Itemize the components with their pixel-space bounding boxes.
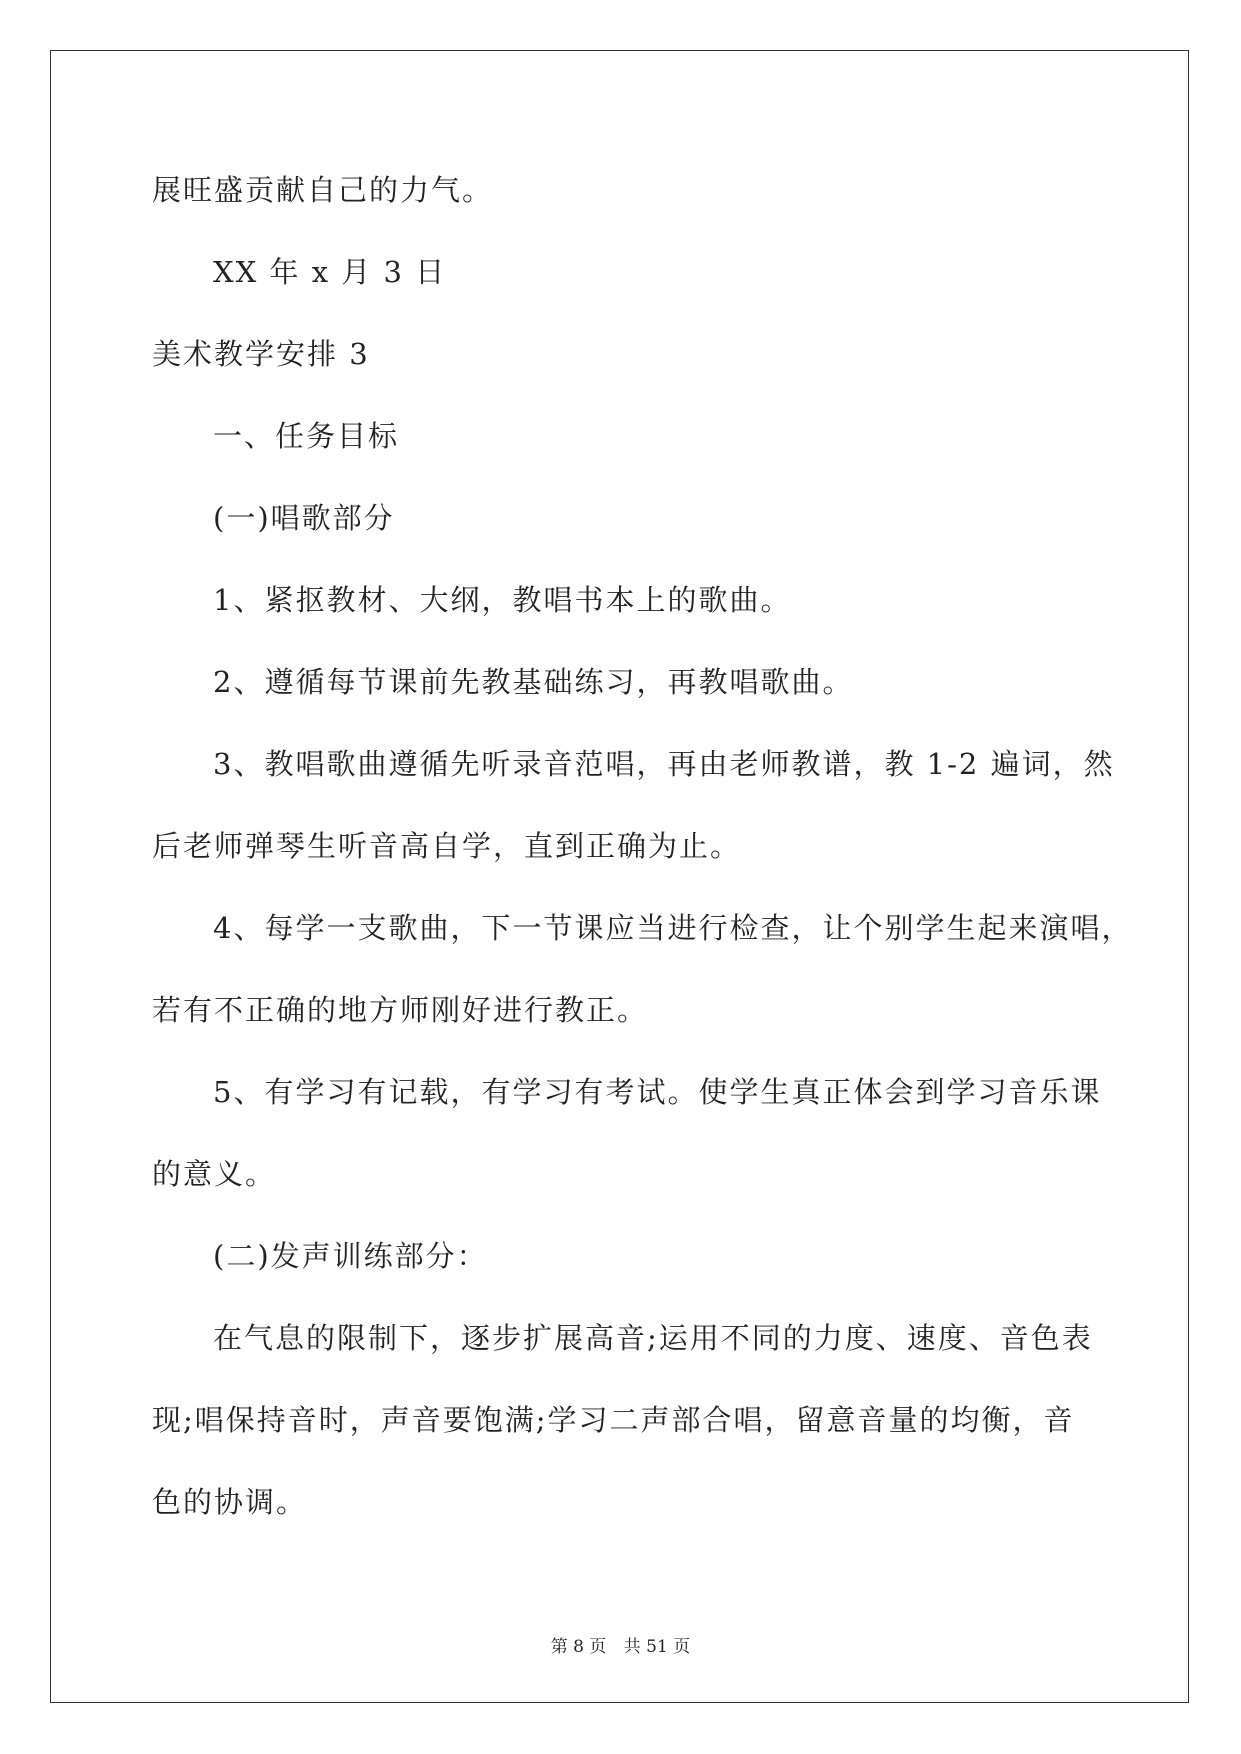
list-item: 5、有学习有记载，有学习有考试。使学生真正体会到学习音乐课 bbox=[213, 1075, 1102, 1109]
body-line: 在气息的限制下，逐步扩展高音;运用不同的力度、速度、音色表 bbox=[213, 1321, 1093, 1355]
page-frame bbox=[50, 50, 1189, 1703]
heading-line: 一、任务目标 bbox=[213, 419, 400, 453]
body-line: 展旺盛贡献自己的力气。 bbox=[152, 173, 494, 207]
body-line: 的意义。 bbox=[152, 1157, 277, 1191]
subheading-line: (一)唱歌部分 bbox=[213, 501, 395, 535]
list-item: 1、紧抠教材、大纲，教唱书本上的歌曲。 bbox=[213, 583, 792, 617]
date-line: XX 年 x 月 3 日 bbox=[213, 255, 447, 289]
page-footer bbox=[0, 1632, 1241, 1657]
page-number: 第 8 页 bbox=[550, 1637, 607, 1657]
body-line: 若有不正确的地方师刚好进行教正。 bbox=[152, 993, 649, 1027]
body-line: 现;唱保持音时，声音要饱满;学习二声部合唱，留意音量的均衡，音 bbox=[152, 1403, 1075, 1437]
section-title: 美术教学安排 3 bbox=[152, 337, 370, 371]
list-item: 3、教唱歌曲遵循先听录音范唱，再由老师教谱，教 1-2 遍词，然 bbox=[213, 747, 1115, 781]
subheading-line: (二)发声训练部分： bbox=[213, 1239, 488, 1273]
list-item: 4、每学一支歌曲，下一节课应当进行检查，让个别学生起来演唱， bbox=[213, 911, 1133, 945]
body-line: 色的协调。 bbox=[152, 1485, 308, 1519]
page-total: 共 51 页 bbox=[623, 1637, 691, 1657]
list-item: 2、遵循每节课前先教基础练习，再教唱歌曲。 bbox=[213, 665, 854, 699]
body-line: 后老师弹琴生听音高自学，直到正确为止。 bbox=[152, 829, 742, 863]
